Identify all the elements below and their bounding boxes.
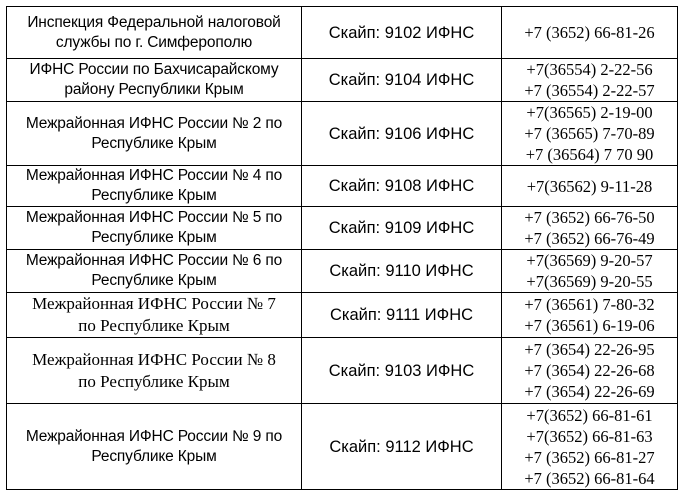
phone-number: +7(3652) 66-81-61 (526, 405, 653, 425)
phone-number: +7(36565) 2-19-00 (526, 103, 653, 122)
skype-cell: Скайп: 9104 ИФНС (302, 59, 502, 102)
table-row (7, 338, 678, 404)
phone-number: +7 (3654) 22-26-95 (524, 340, 655, 359)
table-row (7, 102, 678, 166)
phones-cell (502, 7, 678, 59)
office-name-line: Межрайонная ИФНС России № 6 по (25, 252, 283, 269)
skype-cell: Скайп: 9103 ИФНС (302, 338, 502, 404)
phone-number: +7(36562) 9-11-28 (526, 176, 653, 196)
phones-cell (502, 102, 678, 166)
skype-cell: Скайп: 9109 ИФНС (302, 207, 502, 250)
office-name-line: Республике Крым (91, 447, 217, 465)
phone-number: +7 (3652) 66-81-26 (524, 23, 655, 42)
office-name-line: Республике Крым (91, 187, 217, 204)
phones-cell (502, 59, 678, 102)
skype-cell: Скайп: 9102 ИФНС (302, 7, 502, 59)
office-name-cell (7, 59, 302, 102)
skype-cell: Скайп: 9110 ИФНС (302, 250, 502, 293)
phone-number: +7 (3654) 22-26-69 (524, 382, 655, 401)
phone-number: +7 (3652) 66-76-50 (524, 208, 655, 227)
phones-cell (502, 166, 678, 207)
table-row (7, 7, 678, 59)
office-name-line: по Республике Крым (78, 316, 230, 335)
table-row (7, 207, 678, 250)
phone-number: +7 (3652) 66-76-49 (524, 229, 655, 248)
office-name-cell (7, 207, 302, 250)
office-name-cell (7, 250, 302, 293)
office-name-line: Межрайонная ИФНС России № 9 по (25, 427, 283, 445)
office-name-line: Инспекция Федеральной налоговой (27, 13, 281, 31)
office-name-line: ИФНС России по Бахчисарайскому (29, 61, 279, 78)
phone-number: +7 (3652) 66-81-27 (524, 447, 655, 467)
phone-number: +7(3652) 66-81-63 (526, 426, 653, 446)
contacts-table (6, 6, 678, 490)
office-name-line: Республике Крым (91, 134, 217, 152)
phones-cell (502, 404, 678, 490)
phone-number: +7(36569) 9-20-55 (526, 272, 653, 291)
office-name-line: Межрайонная ИФНС России № 5 по (25, 209, 283, 226)
office-name-line: району Республики Крым (64, 81, 244, 98)
table-row (7, 166, 678, 207)
office-name-cell (7, 404, 302, 490)
phone-number: +7(36554) 2-22-56 (526, 60, 653, 79)
phones-cell (502, 207, 678, 250)
phone-number: +7 (36564) 7 70 90 (525, 145, 654, 164)
skype-cell: Скайп: 9108 ИФНС (302, 166, 502, 207)
table-row (7, 293, 678, 338)
table-row (7, 404, 678, 490)
skype-cell: Скайп: 9112 ИФНС (302, 404, 502, 490)
office-name-line: Республике Крым (91, 229, 217, 246)
office-name-cell (7, 293, 302, 338)
office-name-line: службы по г. Симферополю (55, 33, 253, 51)
office-name-cell (7, 7, 302, 59)
phone-number: +7(36569) 9-20-57 (526, 251, 653, 270)
phone-number: +7 (36565) 7-70-89 (524, 124, 655, 143)
phones-cell (502, 293, 678, 338)
phone-number: +7 (3652) 66-81-64 (524, 468, 655, 488)
phones-cell (502, 338, 678, 404)
skype-cell: Скайп: 9106 ИФНС (302, 102, 502, 166)
table-row (7, 59, 678, 102)
phones-cell (502, 250, 678, 293)
office-name-line: по Республике Крым (78, 371, 230, 391)
office-name-cell (7, 166, 302, 207)
table-row (7, 250, 678, 293)
office-name-line: Межрайонная ИФНС России № 7 (32, 294, 276, 313)
phone-number: +7 (36554) 2-22-57 (524, 81, 655, 100)
skype-cell: Скайп: 9111 ИФНС (302, 293, 502, 338)
office-name-line: Межрайонная ИФНС России № 4 по (25, 167, 283, 184)
phone-number: +7 (36561) 6-19-06 (524, 316, 655, 335)
office-name-line: Межрайонная ИФНС России № 2 по (25, 114, 283, 132)
office-name-cell (7, 338, 302, 404)
office-name-line: Республике Крым (91, 272, 217, 289)
phone-number: +7 (36561) 7-80-32 (524, 295, 655, 314)
office-name-line: Межрайонная ИФНС России № 8 (32, 349, 276, 369)
phone-number: +7 (3654) 22-26-68 (524, 361, 655, 380)
office-name-cell (7, 102, 302, 166)
